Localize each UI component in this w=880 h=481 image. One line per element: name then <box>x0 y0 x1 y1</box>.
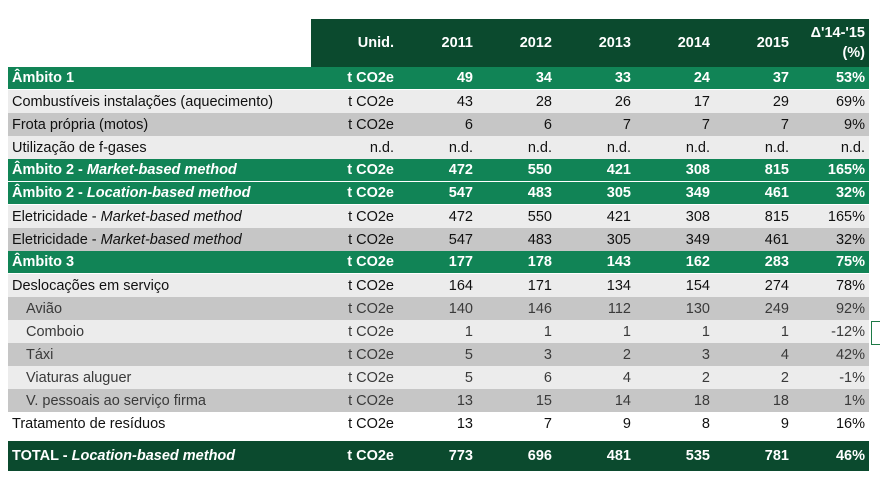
row-ambito-1 <box>8 67 869 90</box>
delta-cell: n.d. <box>793 136 869 159</box>
value-cell-2013: 421 <box>556 159 635 182</box>
value-cell-2013: 305 <box>556 182 635 205</box>
value-cell-2014: 162 <box>635 251 714 274</box>
row-label-italic-text: Market-based method <box>86 162 237 178</box>
row-label-text: Âmbito 2 - <box>12 162 87 178</box>
row-label <box>8 67 311 90</box>
row-label-text: Frota própria (motos) <box>12 116 149 133</box>
value-cell-2011: 13 <box>398 412 477 438</box>
value-cell-2015: 815 <box>714 205 793 229</box>
row-label <box>8 366 311 389</box>
row-label-text: Utilização de f-gases <box>12 139 147 156</box>
value-cell-2012: 483 <box>477 228 556 251</box>
value-cell-2015: 274 <box>714 274 793 298</box>
unit-cell: t CO2e <box>311 412 398 438</box>
value-cell-2011: 5 <box>398 343 477 366</box>
header-delta-unit: (%) <box>842 45 865 61</box>
row-eletricidade-location <box>8 228 869 251</box>
value-cell-2012: 550 <box>477 159 556 182</box>
row-label-text: Âmbito 1 <box>12 70 75 86</box>
value-cell-2011: 49 <box>398 67 477 90</box>
delta-cell: 32% <box>793 228 869 251</box>
row-total <box>8 438 869 471</box>
value-cell-2014: 8 <box>635 412 714 438</box>
delta-cell: 75% <box>793 251 869 274</box>
value-cell-2015: 29 <box>714 90 793 114</box>
row-label <box>8 251 311 274</box>
row-label-text: TOTAL - <box>12 448 72 464</box>
value-cell-2012: 34 <box>477 67 556 90</box>
row-label <box>8 113 311 136</box>
unit-cell: t CO2e <box>311 297 398 320</box>
row-label-text: Eletricidade - <box>12 208 101 225</box>
row-combustiveis <box>8 90 869 114</box>
row-label <box>8 205 311 229</box>
value-cell-2014: 17 <box>635 90 714 114</box>
value-cell-2014: 308 <box>635 159 714 182</box>
row-label <box>8 412 311 438</box>
row-label <box>8 228 311 251</box>
value-cell-2012: 3 <box>477 343 556 366</box>
header-unit: Unid. <box>311 19 398 67</box>
delta-cell: 165% <box>793 159 869 182</box>
selected-cell-marker <box>871 321 880 345</box>
value-cell-2014: 308 <box>635 205 714 229</box>
value-cell-2013: 1 <box>556 320 635 343</box>
header-delta <box>793 19 869 67</box>
value-cell-2014: 7 <box>635 113 714 136</box>
row-label <box>8 274 311 298</box>
value-cell-2011: 164 <box>398 274 477 298</box>
value-cell-2014: 2 <box>635 366 714 389</box>
value-cell-2011: 547 <box>398 228 477 251</box>
row-ambito-2-location <box>8 182 869 205</box>
row-label <box>8 182 311 205</box>
value-cell-2013: 481 <box>556 438 635 471</box>
value-cell-2012: n.d. <box>477 136 556 159</box>
row-label <box>8 90 311 114</box>
value-cell-2015: n.d. <box>714 136 793 159</box>
value-cell-2013: 4 <box>556 366 635 389</box>
value-cell-2015: 249 <box>714 297 793 320</box>
value-cell-2015: 781 <box>714 438 793 471</box>
unit-cell: t CO2e <box>311 389 398 412</box>
value-cell-2015: 815 <box>714 159 793 182</box>
value-cell-2014: 18 <box>635 389 714 412</box>
value-cell-2013: 305 <box>556 228 635 251</box>
header-blank-cell <box>8 19 311 67</box>
value-cell-2011: 13 <box>398 389 477 412</box>
emissions-table <box>8 19 869 471</box>
value-cell-2015: 1 <box>714 320 793 343</box>
value-cell-2011: 472 <box>398 205 477 229</box>
unit-cell: t CO2e <box>311 320 398 343</box>
row-label-text: Combustíveis instalações (aquecimento) <box>12 93 274 110</box>
value-cell-2014: 130 <box>635 297 714 320</box>
unit-cell: t CO2e <box>311 159 398 182</box>
value-cell-2013: 134 <box>556 274 635 298</box>
unit-cell: t CO2e <box>311 113 398 136</box>
value-cell-2013: 26 <box>556 90 635 114</box>
row-label-text: Viaturas aluguer <box>26 369 132 386</box>
delta-cell: 1% <box>793 389 869 412</box>
delta-cell: 78% <box>793 274 869 298</box>
row-label <box>8 438 311 471</box>
row-comboio <box>8 320 869 343</box>
row-label-italic-text: Location-based method <box>86 185 251 201</box>
value-cell-2011: n.d. <box>398 136 477 159</box>
value-cell-2011: 547 <box>398 182 477 205</box>
value-cell-2013: 112 <box>556 297 635 320</box>
value-cell-2014: 154 <box>635 274 714 298</box>
value-cell-2015: 461 <box>714 228 793 251</box>
value-cell-2011: 472 <box>398 159 477 182</box>
unit-cell: t CO2e <box>311 274 398 298</box>
value-cell-2013: 33 <box>556 67 635 90</box>
unit-cell: t CO2e <box>311 205 398 229</box>
value-cell-2014: 1 <box>635 320 714 343</box>
value-cell-2013: n.d. <box>556 136 635 159</box>
value-cell-2012: 146 <box>477 297 556 320</box>
value-cell-2011: 6 <box>398 113 477 136</box>
header-delta-label: Δ'14-'15 <box>810 25 865 41</box>
value-cell-2013: 9 <box>556 412 635 438</box>
unit-cell: t CO2e <box>311 228 398 251</box>
delta-cell: 9% <box>793 113 869 136</box>
value-cell-2013: 7 <box>556 113 635 136</box>
value-cell-2015: 9 <box>714 412 793 438</box>
value-cell-2012: 28 <box>477 90 556 114</box>
delta-cell: 165% <box>793 205 869 229</box>
row-aviao <box>8 297 869 320</box>
row-label-italic-text: Location-based method <box>71 448 236 464</box>
unit-cell: t CO2e <box>311 67 398 90</box>
row-label-text: Avião <box>26 300 63 317</box>
delta-cell: 69% <box>793 90 869 114</box>
row-taxi <box>8 343 869 366</box>
delta-cell: -12% <box>793 320 869 343</box>
value-cell-2011: 773 <box>398 438 477 471</box>
value-cell-2012: 6 <box>477 113 556 136</box>
value-cell-2013: 143 <box>556 251 635 274</box>
row-label-text: Eletricidade - <box>12 231 101 248</box>
unit-cell: t CO2e <box>311 90 398 114</box>
row-label-text: V. pessoais ao serviço firma <box>26 392 206 409</box>
row-viaturas-aluguer <box>8 366 869 389</box>
row-label-italic-text: Market-based method <box>100 208 242 225</box>
unit-cell: t CO2e <box>311 182 398 205</box>
value-cell-2014: 24 <box>635 67 714 90</box>
header-year-2012: 2012 <box>477 19 556 67</box>
row-label <box>8 136 311 159</box>
value-cell-2013: 421 <box>556 205 635 229</box>
delta-cell: -1% <box>793 366 869 389</box>
value-cell-2015: 2 <box>714 366 793 389</box>
unit-cell: t CO2e <box>311 251 398 274</box>
value-cell-2012: 171 <box>477 274 556 298</box>
row-label-text: Âmbito 2 - <box>12 185 87 201</box>
value-cell-2015: 7 <box>714 113 793 136</box>
value-cell-2012: 483 <box>477 182 556 205</box>
delta-cell: 42% <box>793 343 869 366</box>
row-label <box>8 343 311 366</box>
row-label-text: Tratamento de resíduos <box>12 415 166 432</box>
value-cell-2012: 1 <box>477 320 556 343</box>
value-cell-2015: 37 <box>714 67 793 90</box>
row-eletricidade-market <box>8 205 869 229</box>
value-cell-2012: 6 <box>477 366 556 389</box>
row-label <box>8 320 311 343</box>
row-ambito-2-market <box>8 159 869 182</box>
value-cell-2015: 283 <box>714 251 793 274</box>
value-cell-2015: 18 <box>714 389 793 412</box>
row-label <box>8 159 311 182</box>
delta-cell: 32% <box>793 182 869 205</box>
row-v-pessoais <box>8 389 869 412</box>
value-cell-2014: 535 <box>635 438 714 471</box>
value-cell-2012: 550 <box>477 205 556 229</box>
value-cell-2011: 177 <box>398 251 477 274</box>
row-label-text: Comboio <box>26 323 85 340</box>
value-cell-2014: 349 <box>635 228 714 251</box>
row-f-gases <box>8 136 869 159</box>
unit-cell: n.d. <box>311 136 398 159</box>
row-tratamento-residuos <box>8 412 869 438</box>
row-label-text: Deslocações em serviço <box>12 277 170 294</box>
unit-cell: t CO2e <box>311 343 398 366</box>
row-label-text: Âmbito 3 <box>12 254 75 270</box>
row-label <box>8 297 311 320</box>
value-cell-2015: 461 <box>714 182 793 205</box>
value-cell-2013: 2 <box>556 343 635 366</box>
delta-cell: 53% <box>793 67 869 90</box>
row-label-italic-text: Market-based method <box>100 231 242 248</box>
value-cell-2012: 7 <box>477 412 556 438</box>
row-frota-propria <box>8 113 869 136</box>
value-cell-2011: 5 <box>398 366 477 389</box>
value-cell-2011: 140 <box>398 297 477 320</box>
value-cell-2014: 3 <box>635 343 714 366</box>
header-year-2013: 2013 <box>556 19 635 67</box>
row-deslocacoes <box>8 274 869 298</box>
delta-cell: 16% <box>793 412 869 438</box>
unit-cell: t CO2e <box>311 366 398 389</box>
value-cell-2014: n.d. <box>635 136 714 159</box>
value-cell-2015: 4 <box>714 343 793 366</box>
unit-cell: t CO2e <box>311 438 398 471</box>
row-label-text: Táxi <box>26 346 54 363</box>
header-year-2015: 2015 <box>714 19 793 67</box>
value-cell-2014: 349 <box>635 182 714 205</box>
value-cell-2012: 696 <box>477 438 556 471</box>
value-cell-2012: 178 <box>477 251 556 274</box>
delta-cell: 92% <box>793 297 869 320</box>
header-year-2011: 2011 <box>398 19 477 67</box>
row-ambito-3 <box>8 251 869 274</box>
row-label <box>8 389 311 412</box>
header-year-2014: 2014 <box>635 19 714 67</box>
delta-cell: 46% <box>793 438 869 471</box>
header-row <box>8 19 869 67</box>
value-cell-2013: 14 <box>556 389 635 412</box>
value-cell-2011: 1 <box>398 320 477 343</box>
value-cell-2012: 15 <box>477 389 556 412</box>
value-cell-2011: 43 <box>398 90 477 114</box>
